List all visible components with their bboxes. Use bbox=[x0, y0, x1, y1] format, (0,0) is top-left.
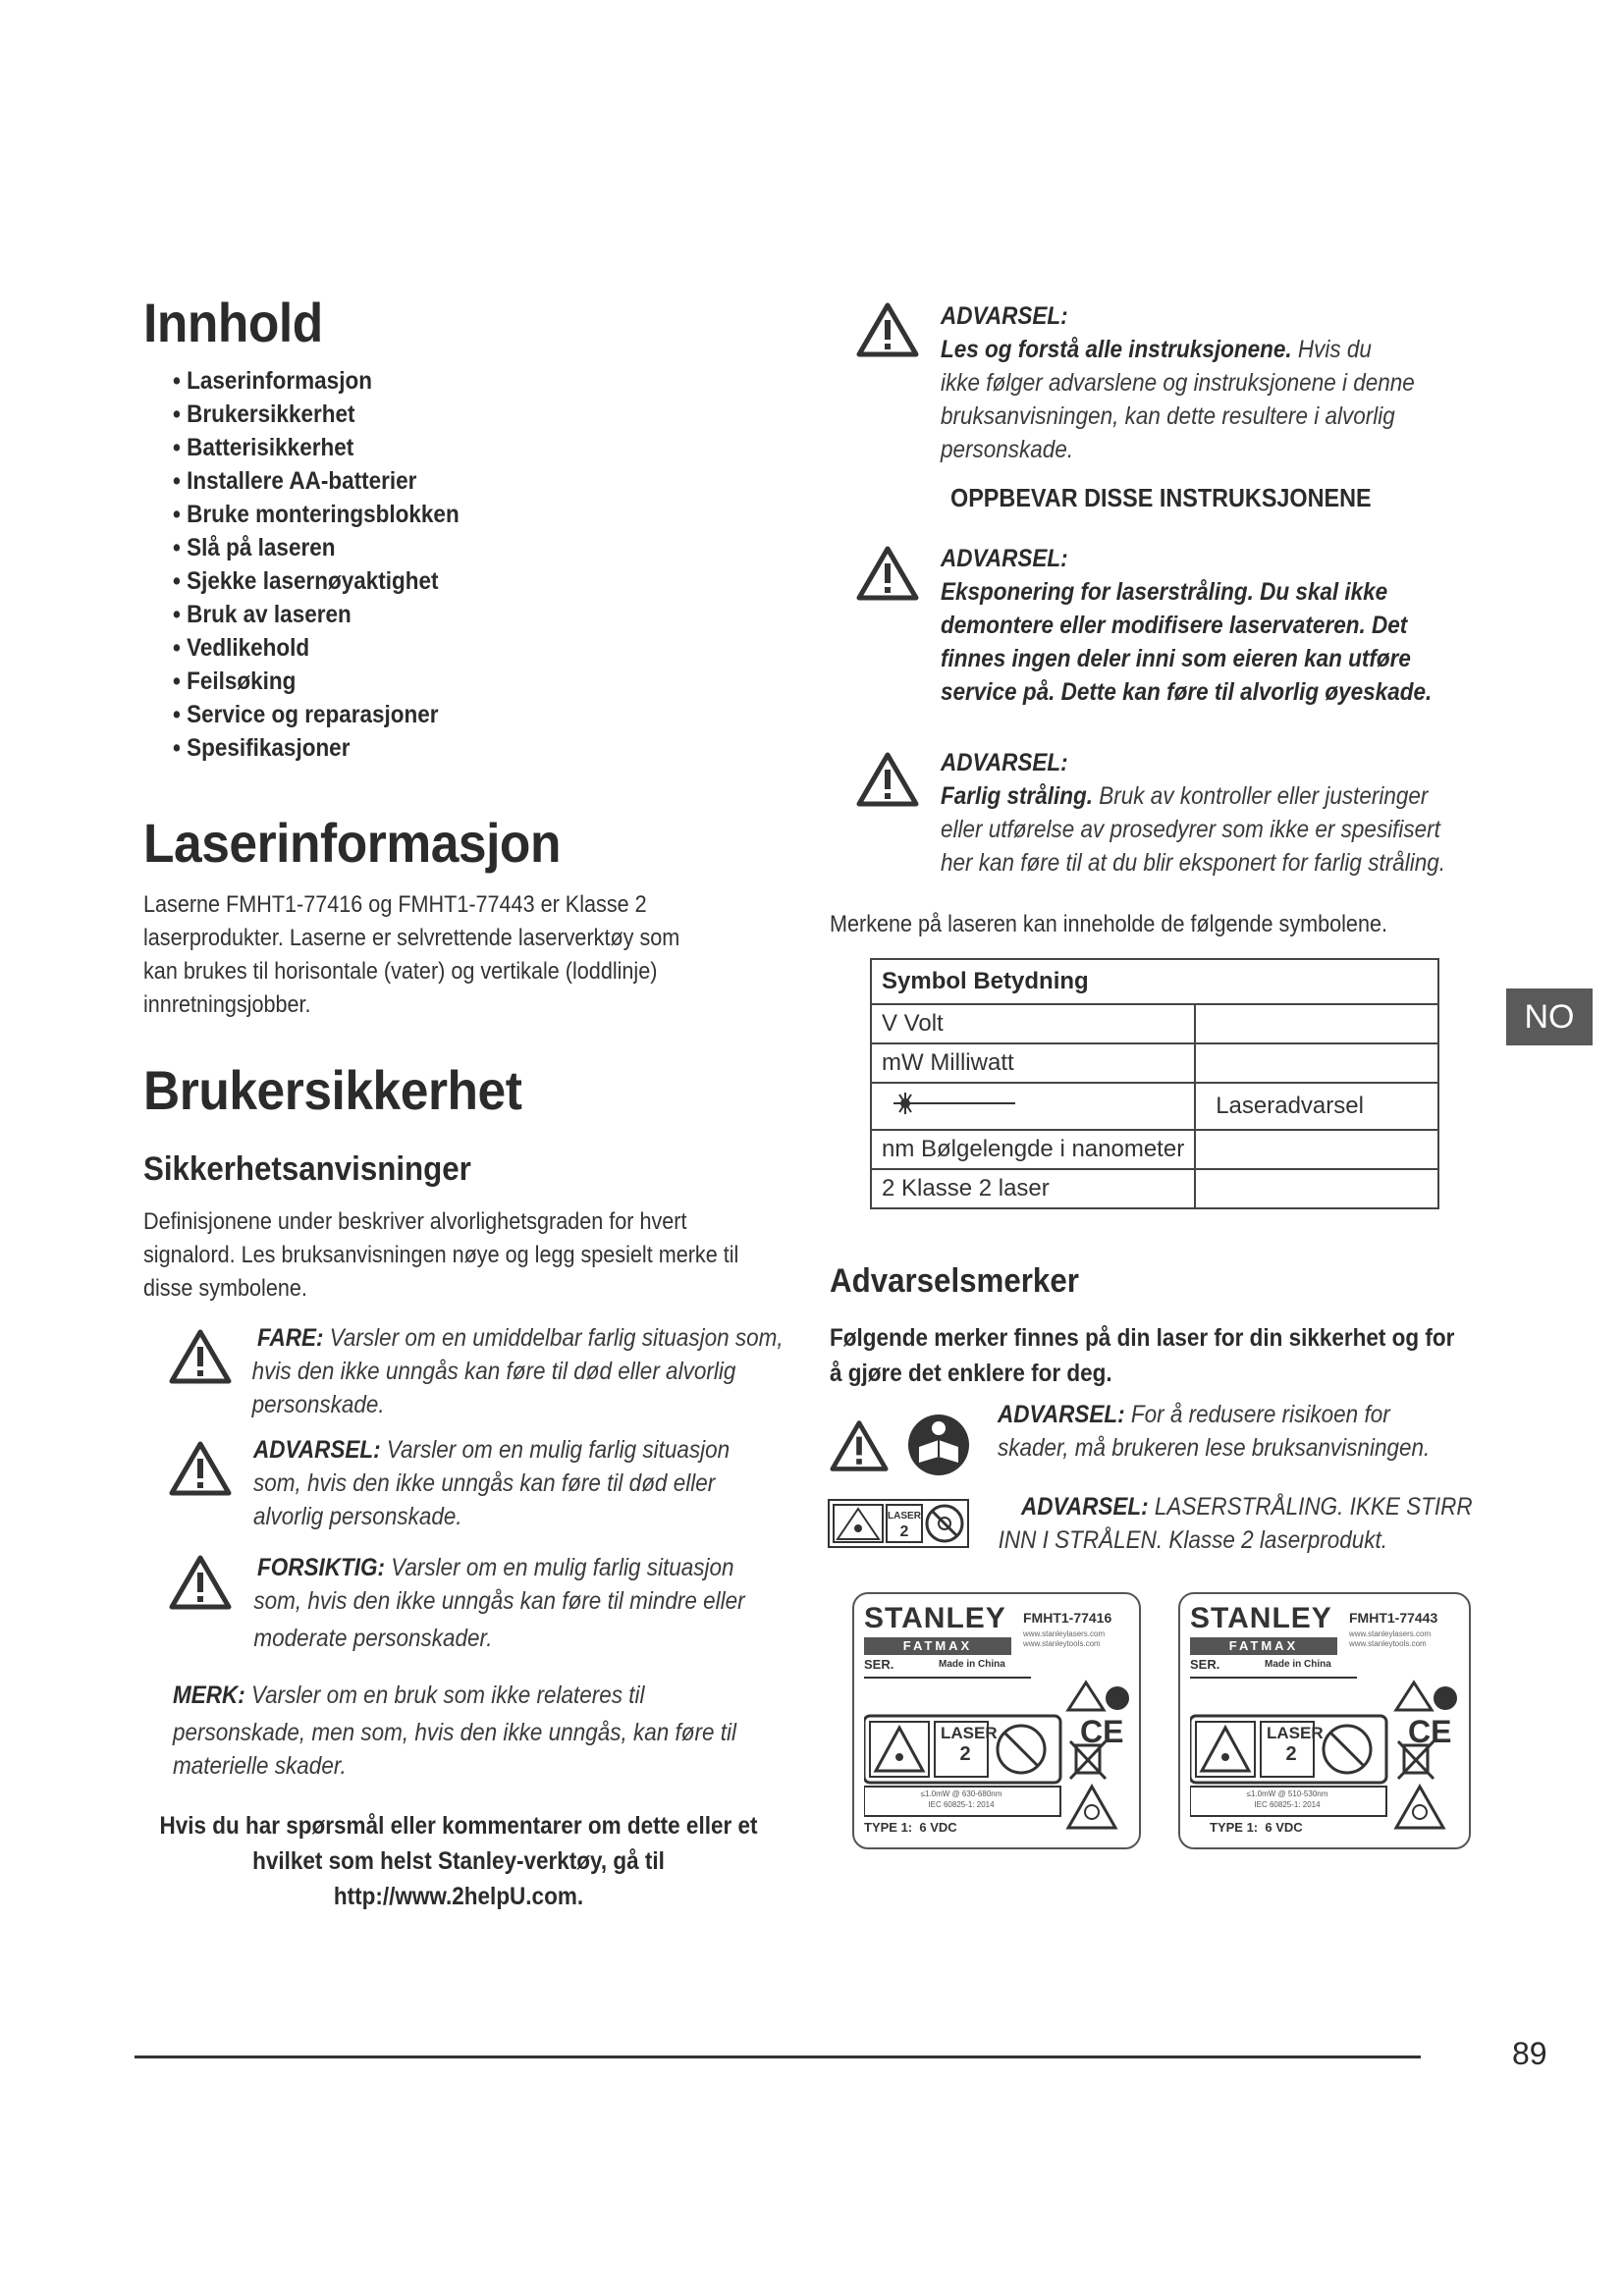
toc-item[interactable]: • Sjekke lasernøyaktighet bbox=[173, 564, 460, 598]
safety-title: Brukersikkerhet bbox=[143, 1059, 522, 1121]
made-in-label: Made in China bbox=[1265, 1659, 1331, 1670]
text-line bbox=[257, 1321, 805, 1355]
fare-definition bbox=[251, 1321, 805, 1421]
signal-word: FARE: bbox=[257, 1324, 324, 1352]
text-span: For å redusere risikoen for bbox=[1124, 1401, 1390, 1428]
table-row bbox=[871, 1130, 1438, 1169]
laser-class-number: 2 bbox=[1285, 1743, 1297, 1765]
power-type-label: TYPE 1: 6 VDC bbox=[1210, 1820, 1303, 1835]
warning-radiation-exposure bbox=[941, 542, 1489, 709]
text-line: kan brukes til horisontale (vater) og vertikale (loddlinje) bbox=[143, 958, 658, 985]
text-line: www.stanleytools.com bbox=[1023, 1639, 1101, 1648]
text-line bbox=[998, 1398, 1510, 1431]
text-span: Hvis du bbox=[1291, 336, 1372, 363]
merk-definition bbox=[173, 1679, 738, 1783]
toc-item[interactable]: • Spesifikasjoner bbox=[173, 731, 460, 765]
ce-mark: CE bbox=[1408, 1714, 1452, 1749]
text-span: Bruk av kontroller eller justeringer bbox=[1093, 782, 1429, 810]
warning-instructions bbox=[941, 299, 1489, 466]
text-line: her kan føre til at du blir eksponert for farlig stråling. bbox=[941, 849, 1445, 877]
label-symbols-graphic bbox=[1190, 1677, 1459, 1838]
text-line bbox=[941, 779, 1506, 813]
label-warning-read-manual bbox=[998, 1398, 1510, 1465]
signal-word: ADVARSEL: bbox=[998, 1401, 1125, 1428]
text-span: Varsler om en umiddelbar farlig situasjon som, bbox=[323, 1324, 784, 1352]
text-span: Farlig stråling. bbox=[941, 782, 1094, 810]
toc-item[interactable]: • Service og reparasjoner bbox=[173, 698, 460, 731]
power-type-label: TYPE 1: 6 VDC bbox=[864, 1820, 957, 1835]
signal-word: ADVARSEL: bbox=[941, 545, 1068, 572]
toc-item[interactable]: • Laserinformasjon bbox=[173, 364, 460, 398]
brand-sub-logo: FATMAX bbox=[864, 1637, 1011, 1655]
laserinfo-text bbox=[143, 888, 815, 1022]
safety-subtitle: Sikkerhetsanvisninger bbox=[143, 1150, 471, 1188]
toc-item[interactable]: • Bruk av laseren bbox=[173, 598, 460, 631]
text-line: www.stanleytools.com bbox=[1349, 1639, 1427, 1648]
toc-item[interactable]: • Bruke monteringsblokken bbox=[173, 498, 460, 531]
safety-intro bbox=[143, 1205, 939, 1306]
text-span: LASERSTRÅLING. IKKE STIRR bbox=[1148, 1493, 1473, 1521]
warning-triangle-icon bbox=[856, 546, 919, 601]
text-line: IEC 60825-1: 2014 bbox=[1254, 1800, 1321, 1809]
text-line bbox=[257, 1551, 752, 1584]
text-span: Varsler om en bruk som ikke relateres til bbox=[244, 1682, 645, 1709]
text-line: www.stanleylasers.com bbox=[1023, 1629, 1106, 1638]
serial-label: SER. bbox=[1190, 1657, 1220, 1672]
toc-list bbox=[173, 364, 491, 765]
signal-word: MERK: bbox=[173, 1682, 245, 1709]
text-line: som, hvis den ikke unngås kan føre til død eller bbox=[253, 1469, 716, 1497]
laser-spec-text bbox=[1194, 1789, 1380, 1810]
text-line bbox=[173, 1679, 738, 1712]
marks-intro: Merkene på laseren kan inneholde de følgende symbolene. bbox=[830, 911, 1387, 937]
table-cell: 2 Klasse 2 laser bbox=[871, 1169, 1195, 1208]
labels-intro bbox=[830, 1320, 1501, 1391]
text-line: ≤1.0mW @ 510-530nm bbox=[1246, 1789, 1328, 1798]
toc-item[interactable]: • Batterisikkerhet bbox=[173, 431, 460, 464]
text-line: som, hvis den ikke unngås kan føre til mindre eller bbox=[253, 1587, 745, 1615]
text-line: Laserne FMHT1-77416 og FMHT1-77443 er Klasse 2 bbox=[143, 891, 647, 918]
toc-title: Innhold bbox=[143, 292, 323, 353]
website-text bbox=[1349, 1629, 1431, 1649]
table-row bbox=[871, 1004, 1438, 1043]
keep-instructions: OPPBEVAR DISSE INSTRUKSJONENE bbox=[950, 483, 1372, 512]
toc-item[interactable]: • Feilsøking bbox=[173, 665, 460, 698]
table-cell bbox=[1195, 1169, 1438, 1208]
text-line: ikke følger advarslene og instruksjonene i denne bbox=[941, 369, 1415, 397]
text-line: Eksponering for laserstråling. Du skal ikke bbox=[941, 578, 1388, 606]
svg-text:2: 2 bbox=[899, 1523, 909, 1540]
signal-word: ADVARSEL: bbox=[941, 302, 1068, 330]
text-line: www.stanleylasers.com bbox=[1349, 1629, 1432, 1638]
laser-word: LASER bbox=[941, 1724, 998, 1742]
support-link[interactable]: http://www.2helpU.com. bbox=[333, 1883, 584, 1910]
text-line bbox=[253, 1433, 748, 1467]
table-cell bbox=[871, 1083, 1195, 1130]
table-cell bbox=[1195, 1004, 1438, 1043]
text-line: laserprodukter. Laserne er selvrettende laserverktøy som bbox=[143, 925, 680, 951]
warning-triangle-icon bbox=[169, 1329, 232, 1384]
text-line: finnes ingen deler inni som eieren kan utføre bbox=[941, 645, 1411, 672]
table-cell: Laseradvarsel bbox=[1195, 1083, 1438, 1130]
table-row bbox=[871, 1043, 1438, 1083]
forsiktig-definition bbox=[253, 1551, 752, 1655]
model-number: FMHT1-77416 bbox=[1023, 1610, 1112, 1626]
brand-logo: STANLEY bbox=[1190, 1602, 1332, 1634]
brand-sub-logo: FATMAX bbox=[1190, 1637, 1337, 1655]
text-span: Les og forstå alle instruksjonene. bbox=[941, 336, 1292, 363]
language-tab[interactable]: NO bbox=[1506, 988, 1593, 1045]
labels-section-title: Advarselsmerker bbox=[830, 1262, 1079, 1300]
product-label-fmht1-77443 bbox=[1178, 1592, 1471, 1849]
advarsel-definition bbox=[253, 1433, 748, 1533]
text-line: hvis den ikke unngås kan føre til død eller alvorlig bbox=[251, 1358, 736, 1385]
laser-class-label-icon bbox=[828, 1499, 969, 1548]
text-line: signalord. Les bruksanvisningen nøye og legg spesielt merke til bbox=[143, 1242, 739, 1268]
text-line: alvorlig personskade. bbox=[253, 1503, 462, 1530]
text-line: personskade. bbox=[941, 436, 1074, 463]
symbol-table bbox=[870, 958, 1439, 1209]
model-number: FMHT1-77443 bbox=[1349, 1610, 1438, 1626]
warning-triangle-icon bbox=[169, 1555, 232, 1610]
table-cell bbox=[1195, 1043, 1438, 1083]
read-manual-icon bbox=[907, 1414, 970, 1476]
text-line bbox=[1021, 1490, 1534, 1523]
text-line: Følgende merker finnes på din laser for din sikkerhet og for bbox=[830, 1324, 1455, 1352]
text-line: moderate personskader. bbox=[253, 1625, 493, 1652]
label-symbols-graphic bbox=[864, 1677, 1129, 1838]
text-span: Varsler om en mulig farlig situasjon bbox=[380, 1436, 731, 1464]
text-line: personskade. bbox=[251, 1391, 385, 1418]
text-line: service på. Dette kan føre til alvorlig øyeskade. bbox=[941, 678, 1433, 706]
svg-text:LASER: LASER bbox=[888, 1511, 921, 1522]
text-line: å gjøre det enklere for deg. bbox=[830, 1360, 1112, 1387]
warning-triangle-icon bbox=[169, 1441, 232, 1496]
laser-beam-icon bbox=[882, 1089, 1019, 1118]
signal-word: ADVARSEL: bbox=[941, 749, 1068, 776]
text-line: materielle skader. bbox=[173, 1752, 347, 1780]
text-line: Definisjonene under beskriver alvorlighetsgraden for hvert bbox=[143, 1208, 687, 1235]
text-line bbox=[941, 333, 1489, 366]
table-cell bbox=[1195, 1130, 1438, 1169]
footer-rule bbox=[135, 2056, 1421, 2058]
laser-word: LASER bbox=[1267, 1724, 1324, 1742]
contact-note bbox=[158, 1808, 759, 1914]
text-line: INN I STRÅLEN. Klasse 2 laserprodukt. bbox=[998, 1526, 1388, 1554]
text-line: Hvis du har spørsmål eller kommentarer om dette eller et bbox=[159, 1812, 758, 1840]
toc-item[interactable]: • Installere AA-batterier bbox=[173, 464, 460, 498]
text-line: hvilket som helst Stanley-verktøy, gå til bbox=[252, 1847, 665, 1875]
text-line: demontere eller modifisere laservateren. Det bbox=[941, 612, 1408, 639]
made-in-label: Made in China bbox=[939, 1659, 1005, 1670]
toc-item[interactable]: • Brukersikkerhet bbox=[173, 398, 460, 431]
serial-label: SER. bbox=[864, 1657, 894, 1672]
warning-triangle-icon bbox=[856, 752, 919, 807]
signal-word: ADVARSEL: bbox=[253, 1436, 381, 1464]
website-text bbox=[1023, 1629, 1105, 1649]
toc-item[interactable]: • Slå på laseren bbox=[173, 531, 460, 564]
warning-triangle-icon bbox=[830, 1419, 889, 1472]
table-header-row bbox=[871, 959, 1438, 1004]
label-warning-laser-radiation bbox=[998, 1490, 1534, 1557]
table-cell: mW Milliwatt bbox=[871, 1043, 1195, 1083]
text-line: personskade, men som, hvis den ikke unngås, kan føre til bbox=[173, 1719, 737, 1746]
text-span: Varsler om en mulig farlig situasjon bbox=[384, 1554, 734, 1581]
text-line: disse symbolene. bbox=[143, 1275, 307, 1302]
text-line: IEC 60825-1: 2014 bbox=[928, 1800, 995, 1809]
product-label-fmht1-77416 bbox=[852, 1592, 1141, 1849]
laser-spec-text bbox=[868, 1789, 1055, 1810]
signal-word: FORSIKTIG: bbox=[257, 1554, 385, 1581]
text-line: eller utførelse av prosedyrer som ikke er spesifisert bbox=[941, 816, 1440, 843]
table-header-cell: Symbol Betydning bbox=[871, 959, 1438, 1004]
toc-item[interactable]: • Vedlikehold bbox=[173, 631, 460, 665]
ce-mark: CE bbox=[1080, 1714, 1124, 1749]
page-number: 89 bbox=[1512, 2036, 1547, 2071]
table-row bbox=[871, 1083, 1438, 1130]
laser-class-number: 2 bbox=[959, 1743, 971, 1765]
signal-word: ADVARSEL: bbox=[1021, 1493, 1149, 1521]
warning-hazardous-radiation bbox=[941, 746, 1506, 880]
brand-logo: STANLEY bbox=[864, 1602, 1006, 1634]
laserinfo-title: Laserinformasjon bbox=[143, 812, 561, 874]
table-row bbox=[871, 1169, 1438, 1208]
text-line: bruksanvisningen, kan dette resultere i alvorlig bbox=[941, 402, 1395, 430]
warning-triangle-icon bbox=[856, 302, 919, 357]
text-line: skader, må brukeren lese bruksanvisningen. bbox=[998, 1434, 1431, 1462]
table-cell: V Volt bbox=[871, 1004, 1195, 1043]
text-line: innretningsjobber. bbox=[143, 991, 311, 1018]
table-cell: nm Bølgelengde i nanometer bbox=[871, 1130, 1195, 1169]
text-line: ≤1.0mW @ 630-680nm bbox=[920, 1789, 1002, 1798]
